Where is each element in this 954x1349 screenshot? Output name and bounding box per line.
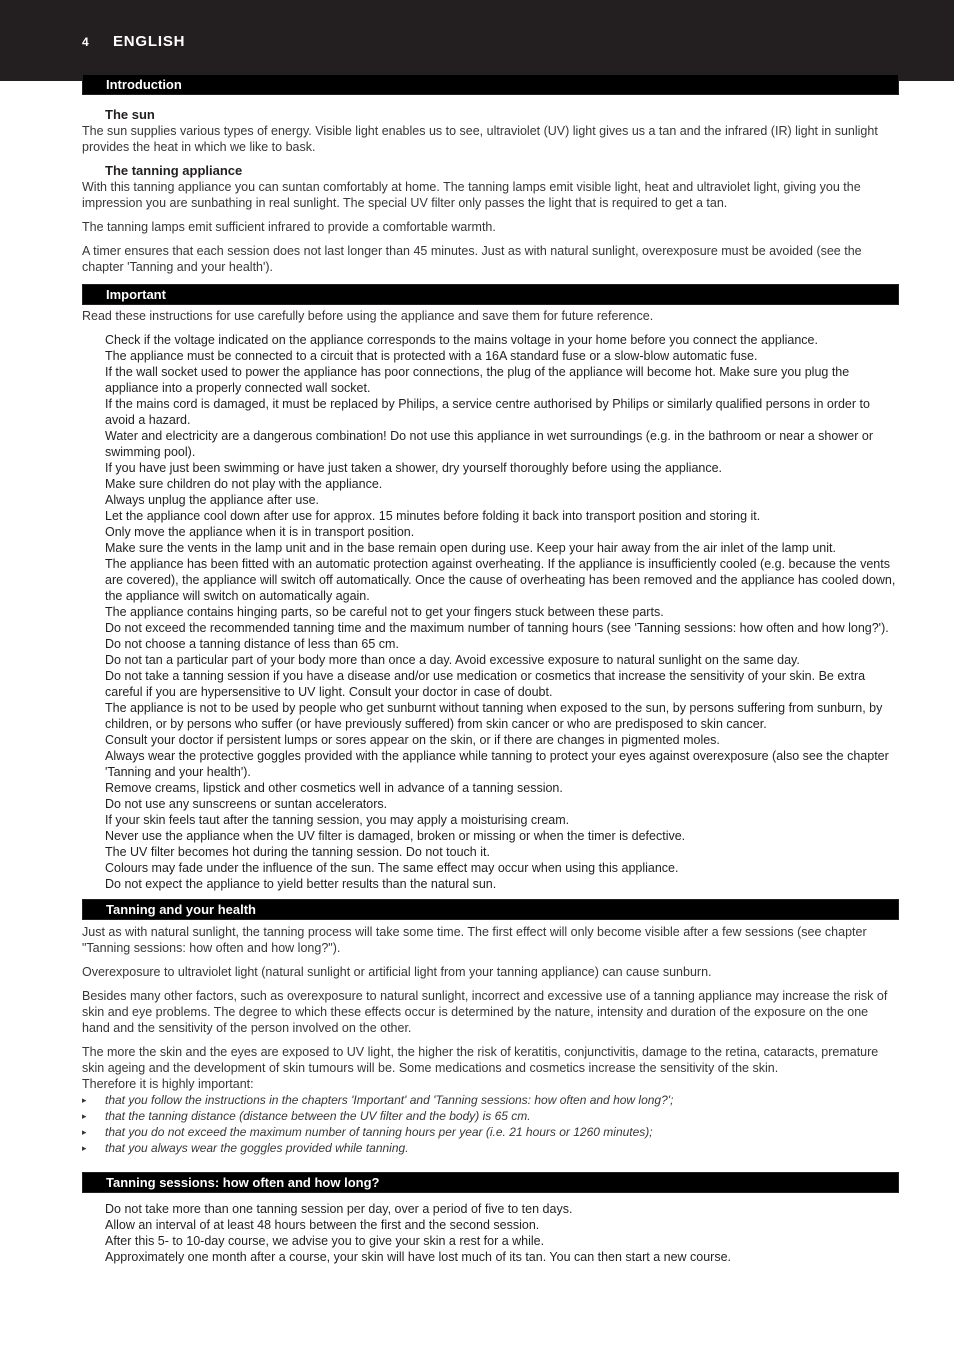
paragraph-health-3: Besides many other factors, such as overexposure to natural sunlight, incorrect and excessive use of a tanning appliance may increase the risk of skin and eye problems. The degree to which these effects occur is determined by the nature, intensity and duration of the exposure on the one hand and the sensitivity of the person involved on the other. [82,989,888,1035]
page-number: 4 [82,35,89,49]
list-item: Only move the appliance when it is in transport position. [105,525,415,539]
bullet-arrow-icon: ▸ [82,1143,87,1153]
bullet-arrow-icon: ▸ [82,1095,87,1105]
list-item: Do not take a tanning session if you have a disease and/or use medication or cosmetics that increase the sensitivity of your skin. Be extra careful if you are hypersensitive to UV light. Consult your doctor in case of doubt. [105,669,866,699]
list-item: Do not take more than one tanning session per day, over a period of five to ten days. [105,1202,573,1216]
list-item: Do not expect the appliance to yield better results than the natural sun. [105,877,497,891]
list-item: Consult your doctor if persistent lumps or sores appear on the skin, or if there are changes in pigmented moles. [105,733,720,747]
list-item: ▸ that you follow the instructions in the chapters 'Important' and 'Tanning sessions: how often and how long?'; [82,1093,674,1107]
list-item: Let the appliance cool down after use for approx. 15 minutes before folding it back into transport position and storing it. [105,509,761,523]
list-item: Never use the appliance when the UV filter is damaged, broken or missing or when the timer is defective. [105,829,686,843]
important-list [105,332,899,892]
list-item: Colours may fade under the influence of the sun. The same effect may occur when using this appliance. [105,861,679,875]
section-heading-important: Important [82,284,899,305]
paragraph-health-1: Just as with natural sunlight, the tanning process will take some time. The first effect will only become visible after a few sessions (see chapter "Tanning sessions: how often and how long?"). [82,925,867,955]
document-body [82,74,899,1265]
list-item: Check if the voltage indicated on the appliance corresponds to the mains voltage in your home before you connect the appliance. [105,333,818,347]
list-item: The appliance has been fitted with an automatic protection against overheating. If the appliance is insufficiently cooled (e.g. because the vents are covered), the appliance will switch off automatically. Once the cause of overheating has been removed and the appliance has cooled down, the appliance will switch on automatically again. [105,557,896,603]
bullet-arrow-icon: ▸ [82,1111,87,1121]
list-item: Make sure the vents in the lamp unit and in the base remain open during use. Keep your hair away from the air inlet of the lamp unit. [105,541,836,555]
list-item: ▸ that you always wear the goggles provided while tanning. [82,1141,409,1155]
list-item: ▸ that you do not exceed the maximum number of tanning hours per year (i.e. 21 hours or 1260 minutes); [82,1125,653,1139]
list-item: Do not exceed the recommended tanning time and the maximum number of tanning hours (see 'Tanning sessions: how often and how long?'). [105,621,889,635]
paragraph-health-5: Therefore it is highly important: [82,1077,254,1091]
language-title: ENGLISH [113,33,186,50]
paragraph-important-intro: Read these instructions for use carefully before using the appliance and save them for future reference. [82,309,654,323]
bullet-arrow-icon: ▸ [82,1127,87,1137]
sessions-list [105,1201,899,1265]
list-item: If you have just been swimming or have just taken a shower, dry yourself thoroughly before using the appliance. [105,461,723,475]
list-item: The appliance contains hinging parts, so be careful not to get your fingers stuck between these parts. [105,605,664,619]
list-item: The UV filter becomes hot during the tanning session. Do not touch it. [105,845,490,859]
list-item: After this 5- to 10-day course, we advise you to give your skin a rest for a while. [105,1234,545,1248]
paragraph-sun: The sun supplies various types of energy. Visible light enables us to see, ultraviolet (UV) light gives us a tan and the infrared (IR) light in sunlight provides the heat in which we like to bask. [82,124,878,154]
list-item: Remove creams, lipstick and other cosmetics well in advance of a tanning session. [105,781,563,795]
section-heading-introduction: Introduction [82,74,899,95]
list-item: If the wall socket used to power the appliance has poor connections, the plug of the appliance will become hot. Make sure you plug the appliance into a properly connected wall socket. [105,365,850,395]
list-item: Always wear the protective goggles provided with the appliance while tanning to protect your eyes against overexposure (also see the chapter 'Tanning and your health'). [105,749,889,779]
paragraph-tanning-3: A timer ensures that each session does not last longer than 45 minutes. Just as with natural sunlight, overexposure must be avoided (see the chapter 'Tanning and your health'). [82,244,862,274]
paragraph-health-2: Overexposure to ultraviolet light (natural sunlight or artificial light from your tanning appliance) can cause sunburn. [82,965,712,979]
list-item: Approximately one month after a course, your skin will have lost much of its tan. You can then start a new course. [105,1250,732,1264]
subheading-the-sun: The sun [105,107,155,122]
header-bar [0,0,954,81]
list-item: Make sure children do not play with the appliance. [105,477,383,491]
section-heading-tanning-health: Tanning and your health [82,899,899,920]
list-item: Always unplug the appliance after use. [105,493,320,507]
list-item: Do not use any sunscreens or suntan accelerators. [105,797,388,811]
section-heading-tanning-sessions: Tanning sessions: how often and how long? [82,1172,899,1193]
subheading-tanning-appliance: The tanning appliance [105,163,243,178]
list-item: Allow an interval of at least 48 hours between the first and the second session. [105,1218,540,1232]
list-item: If the mains cord is damaged, it must be replaced by Philips, a service centre authorised by Philips or similarly qualified persons in order to avoid a hazard. [105,397,870,427]
list-item: ▸ that the tanning distance (distance between the UV filter and the body) is 65 cm. [82,1109,531,1123]
paragraph-tanning-2: The tanning lamps emit sufficient infrared to provide a comfortable warmth. [82,220,496,234]
paragraph-health-4: The more the skin and the eyes are exposed to UV light, the higher the risk of keratitis, conjunctivitis, damage to the retina, cataracts, premature skin ageing and the development of skin tumours will be. Some medications and cosmetics increase the sensitivity of the skin. [82,1045,879,1075]
list-item: If your skin feels taut after the tanning session, you may apply a moisturising cream. [105,813,570,827]
list-item: The appliance must be connected to a circuit that is protected with a 16A standard fuse or a slow-blow automatic fuse. [105,349,758,363]
list-item: Do not choose a tanning distance of less than 65 cm. [105,637,399,651]
health-bullet-list [82,1092,899,1156]
list-item: Water and electricity are a dangerous combination! Do not use this appliance in wet surroundings (e.g. in the bathroom or near a shower or swimming pool). [105,429,874,459]
list-item: The appliance is not to be used by people who get sunburnt without tanning when exposed to the sun, by persons suffering from sunburn, by children, or by persons who suffer (or have previously suffered) from skin cancer or who are predisposed to skin cancer. [105,701,883,731]
list-item: Do not tan a particular part of your body more than once a day. Avoid excessive exposure to natural sunlight on the same day. [105,653,800,667]
paragraph-tanning-1: With this tanning appliance you can suntan comfortably at home. The tanning lamps emit visible light, heat and ultraviolet light, giving you the impression you are sunbathing in real sunlight. The special UV filter only passes the light that is required to get a tan. [82,180,861,210]
